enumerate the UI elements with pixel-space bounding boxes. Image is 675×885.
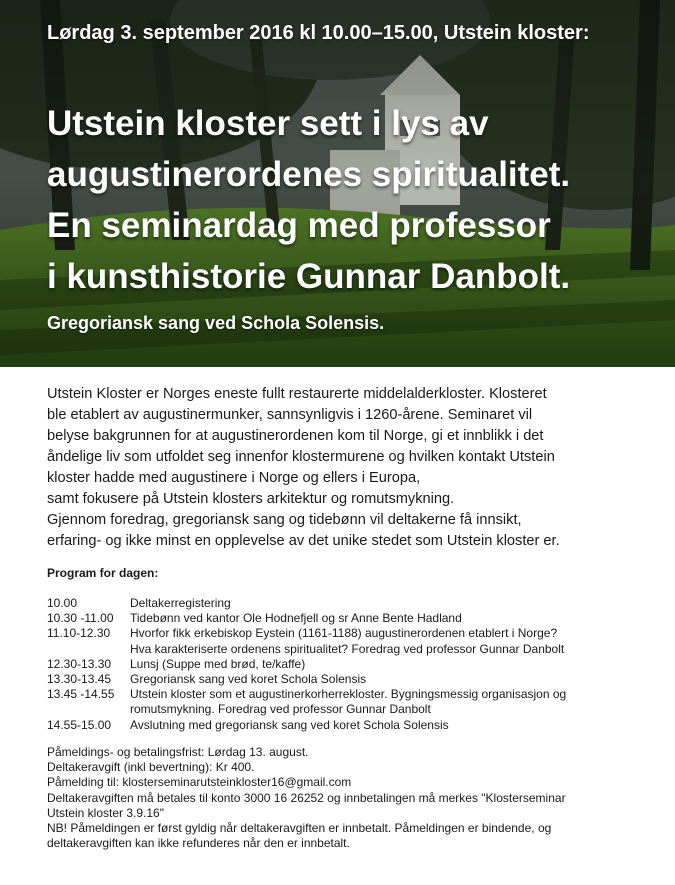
intro-line: Gjennom foredrag, gregoriansk sang og tidebønn vil deltakerne få innsikt, [47, 512, 522, 528]
schedule-line: Avslutning med gregoriansk sang ved koret Schola Solensis [130, 717, 449, 732]
registration-info [47, 745, 647, 851]
schedule-line: Lunsj (Suppe med brød, te/kaffe) [130, 656, 306, 671]
intro-paragraph [47, 384, 647, 552]
schedule-description [130, 611, 647, 626]
schedule-description [130, 718, 647, 733]
schedule-description [130, 596, 647, 611]
schedule-row [47, 596, 647, 611]
subtitle: Gregoriansk sang ved Schola Solensis. [47, 313, 385, 333]
info-line: Deltakeravgiften må betales til konto 3000 16 26252 og innbetalingen må merkes "Klosterseminar [47, 790, 566, 805]
program-heading: Program for dagen: [47, 566, 159, 580]
intro-line: samt fokusere på Utstein klosters arkitektur og romutsmykning. [47, 491, 455, 507]
title-line: Utstein kloster sett i lys av [47, 104, 489, 143]
intro-line: belyse bakgrunnen for at augustinerordenen kom til Norge, gi et innblikk i det [47, 428, 544, 444]
schedule-line: Tidebønn ved kantor Ole Hodnefjell og sr Anne Bente Hadland [130, 611, 462, 626]
schedule-row [47, 672, 647, 687]
schedule-row [47, 687, 647, 717]
schedule-description [130, 687, 647, 717]
schedule-time: 14.55-15.00 [47, 717, 112, 732]
intro-line: erfaring- og ikke minst en opplevelse av det unike stedet som Utstein kloster er. [47, 533, 560, 549]
schedule-line: Hva karakteriserte ordenens spiritualitet? Foredrag ved professor Gunnar Danbolt [130, 641, 565, 656]
schedule-time: 11.10-12.30 [47, 626, 111, 641]
info-line: Påmelding til: klosterseminarutsteinkloster16@gmail.com [47, 775, 352, 790]
info-line: Utstein kloster 3.9.16" [47, 805, 164, 820]
schedule-time: 13.30-13.45 [47, 672, 112, 687]
schedule-description [130, 657, 647, 672]
info-line: deltakeravgiften kan ikke refunderes når den er innbetalt. [47, 836, 350, 851]
schedule-time: 12.30-13.30 [47, 656, 112, 671]
schedule-line: Gregoriansk sang ved koret Schola Solensis [130, 672, 367, 687]
schedule-line: Hvorfor fikk erkebiskop Eystein (1161-1188) augustinerordenen etablert i Norge? [130, 626, 558, 641]
info-line: Deltakeravgift (inkl bevertning): Kr 400. [47, 760, 255, 775]
title-line: En seminardag med professor [47, 206, 551, 245]
schedule-row [47, 657, 647, 672]
hero-banner [0, 0, 675, 367]
schedule-row [47, 611, 647, 626]
intro-line: Utstein Kloster er Norges eneste fullt restaurerte middelalderkloster. Klosteret [47, 386, 547, 402]
event-date-line: Lørdag 3. september 2016 kl 10.00–15.00, Utstein kloster: [47, 22, 590, 44]
schedule-time: 10.00 [47, 596, 78, 610]
schedule-row [47, 626, 647, 656]
schedule-description [130, 626, 647, 656]
title-line: augustinerordenes spiritualitet. [47, 155, 571, 194]
schedule-line: Deltakerregistering [130, 596, 231, 610]
program-schedule [47, 596, 647, 733]
schedule-line: Utstein kloster som et augustinerkorherrekloster. Bygningsmessig organisasjon og [130, 687, 567, 702]
schedule-line: romutsmykning. Foredrag ved professor Gunnar Danbolt [130, 702, 431, 717]
intro-line: ble etablert av augustinermunker, sannsynligvis i 1260-årene. Seminaret vil [47, 407, 533, 423]
schedule-time: 10.30 -11.00 [47, 611, 114, 626]
info-line: Påmeldings- og betalingsfrist: Lørdag 13. august. [47, 745, 309, 759]
intro-line: åndelige liv som utfoldet seg innenfor klostermurene og hvilken kontakt Utstein [47, 449, 555, 465]
intro-line: kloster hadde med augustinere i Norge og ellers i Europa, [47, 470, 421, 486]
schedule-time: 13.45 -14.55 [47, 687, 115, 702]
schedule-description [130, 672, 647, 687]
schedule-row [47, 718, 647, 733]
title-line: i kunsthistorie Gunnar Danbolt. [47, 257, 571, 296]
info-line: NB! Påmeldingen er først gyldig når deltakeravgiften er innbetalt. Påmeldingen er bindende, og [47, 821, 552, 836]
page-title [47, 98, 667, 302]
